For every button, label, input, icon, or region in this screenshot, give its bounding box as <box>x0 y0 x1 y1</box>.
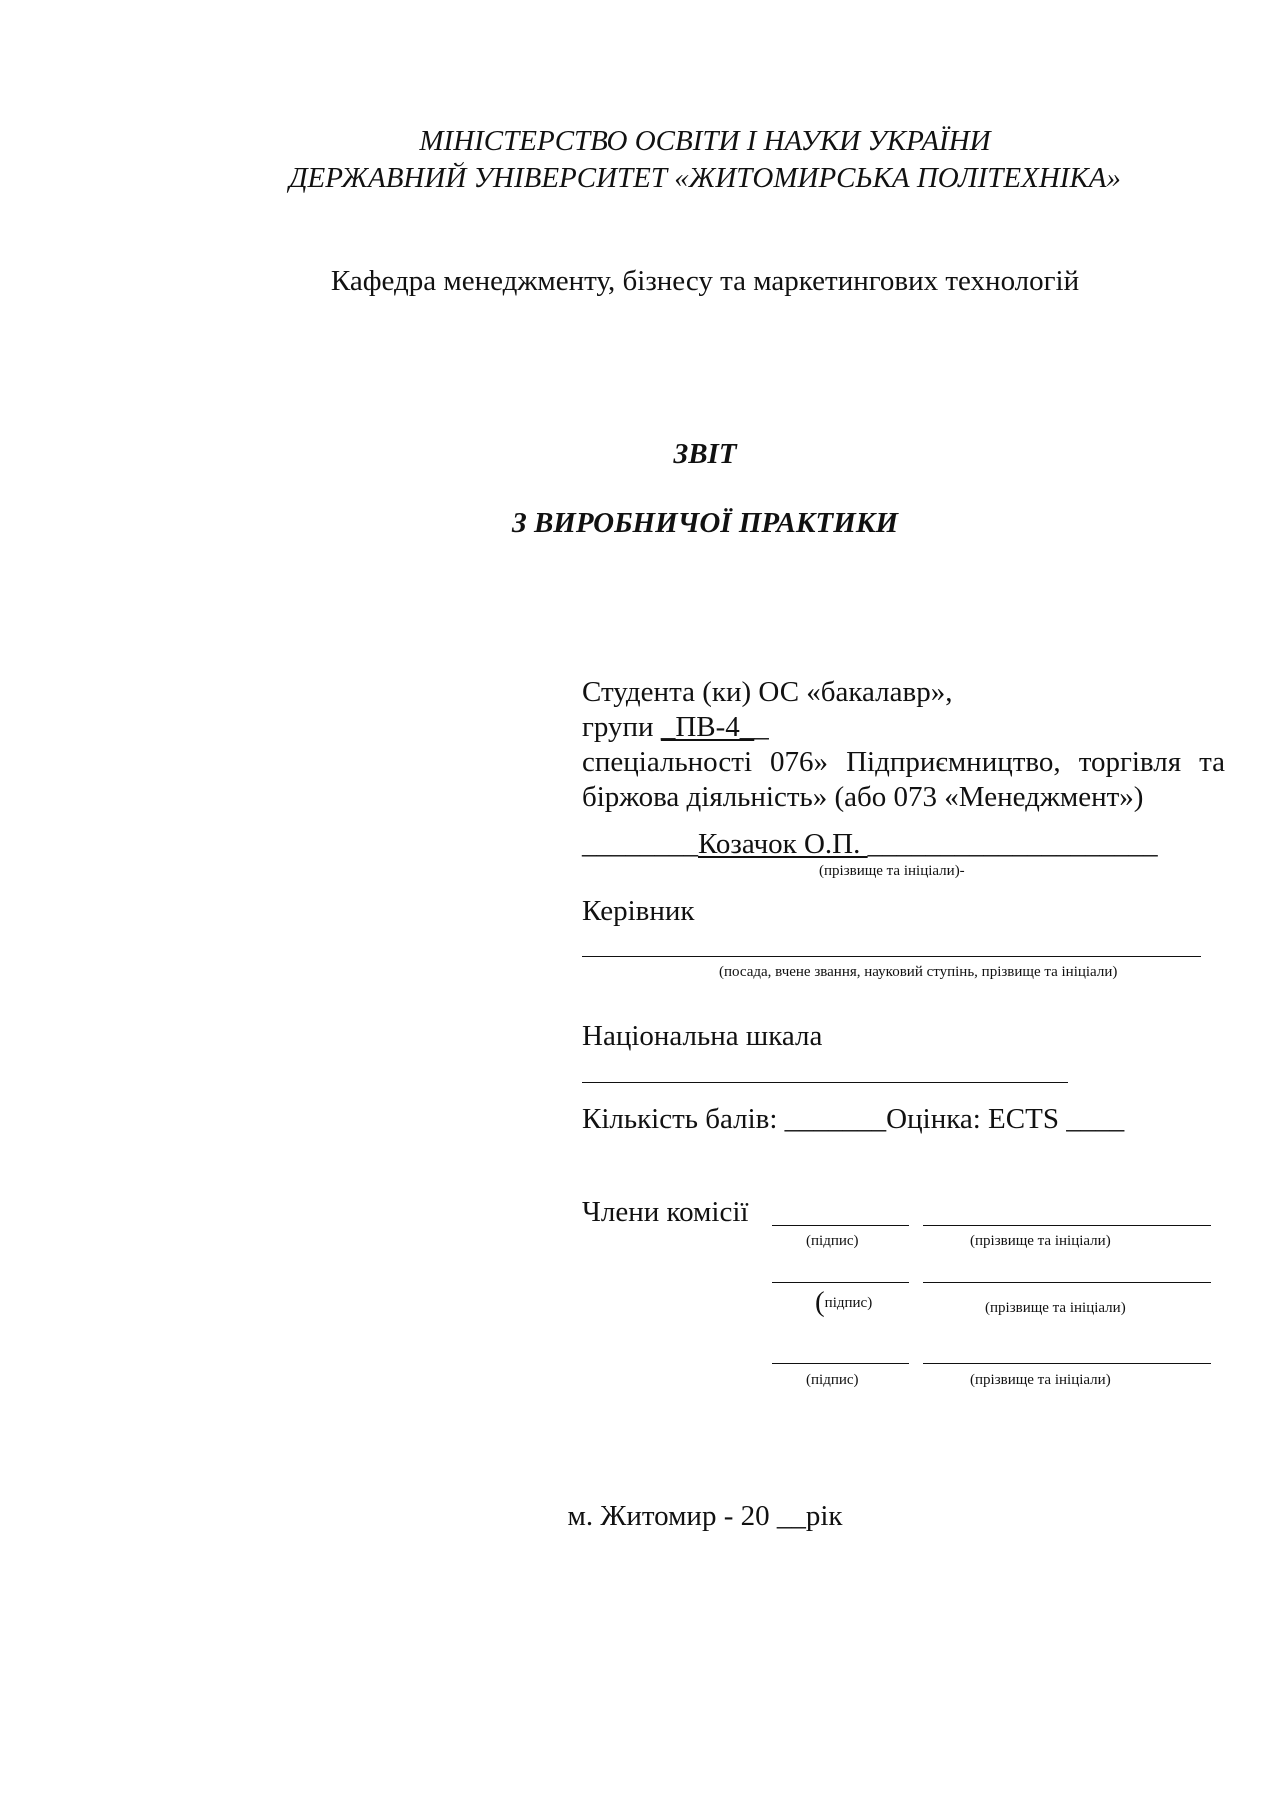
supervisor-label: Керівник <box>582 895 695 927</box>
group-suffix: _ <box>754 711 769 743</box>
student-name-caption: (прізвище та ініціали)- <box>819 863 965 879</box>
commission-name-caption-1: (прізвище та ініціали) <box>970 1233 1111 1249</box>
report-title: ЗВІТ <box>673 438 737 470</box>
commission-label: Члени комісії <box>582 1196 749 1228</box>
ministry-header <box>0 123 1280 197</box>
points-and-grade-line: Кількість балів: _______Оцінка: ECTS ____ <box>582 1103 1125 1135</box>
commission-name-caption-3: (прізвище та ініціали) <box>970 1372 1111 1388</box>
national-scale-blank-line <box>582 1082 1068 1083</box>
commission-name-line-2 <box>923 1282 1211 1283</box>
ministry-line: МІНІСТЕРСТВО ОСВІТИ І НАУКИ УКРАЇНИ <box>419 125 991 157</box>
student-name-blank-right: ____________________ <box>867 828 1158 860</box>
group-value: _ПВ-4_ <box>660 711 755 743</box>
report-subtitle: З ВИРОБНИЧОЇ ПРАКТИКИ <box>511 507 899 539</box>
national-scale-label: Національна шкала <box>582 1020 823 1052</box>
group-label: групи <box>582 711 661 743</box>
specialty-line-1: спеціальності 076» Підприємництво, торгівля та <box>582 746 1225 778</box>
commission-name-line-3 <box>923 1363 1211 1364</box>
commission-signature-line-1 <box>772 1225 909 1226</box>
supervisor-caption: (посада, вчене звання, науковий ступінь, прізвище та ініціали) <box>719 964 1118 980</box>
commission-signature-caption-1: (підпис) <box>806 1233 859 1249</box>
commission-signature-line-3 <box>772 1363 909 1364</box>
group-line <box>582 710 769 745</box>
commission-name-line-1 <box>923 1225 1211 1226</box>
supervisor-blank-line <box>582 956 1201 957</box>
university-line: ДЕРЖАВНИЙ УНІВЕРСИТЕТ «ЖИТОМИРСЬКА ПОЛІТЕХНІКА» <box>289 162 1121 194</box>
commission-name-caption-2: (прізвище та ініціали) <box>985 1300 1126 1316</box>
signature-caption-text: підпис) <box>824 1295 873 1311</box>
student-name-line <box>582 827 1158 862</box>
student-name: Козачок О.П. <box>698 828 868 860</box>
student-degree-line: Студента (ки) ОС «бакалавр», <box>582 676 953 708</box>
department-name: Кафедра менеджменту, бізнесу та маркетингових технологій <box>330 265 1080 297</box>
student-name-blank-left: ________ <box>582 828 698 860</box>
commission-signature-caption-2 <box>815 1286 873 1318</box>
paren-glyph: ( <box>815 1286 825 1318</box>
city-and-year: м. Житомир - 20 __рік <box>567 1500 843 1532</box>
commission-signature-caption-3: (підпис) <box>806 1372 859 1388</box>
specialty-line-2: біржова діяльність» (або 073 «Менеджмент») <box>582 781 1144 813</box>
commission-signature-line-2 <box>772 1282 909 1283</box>
